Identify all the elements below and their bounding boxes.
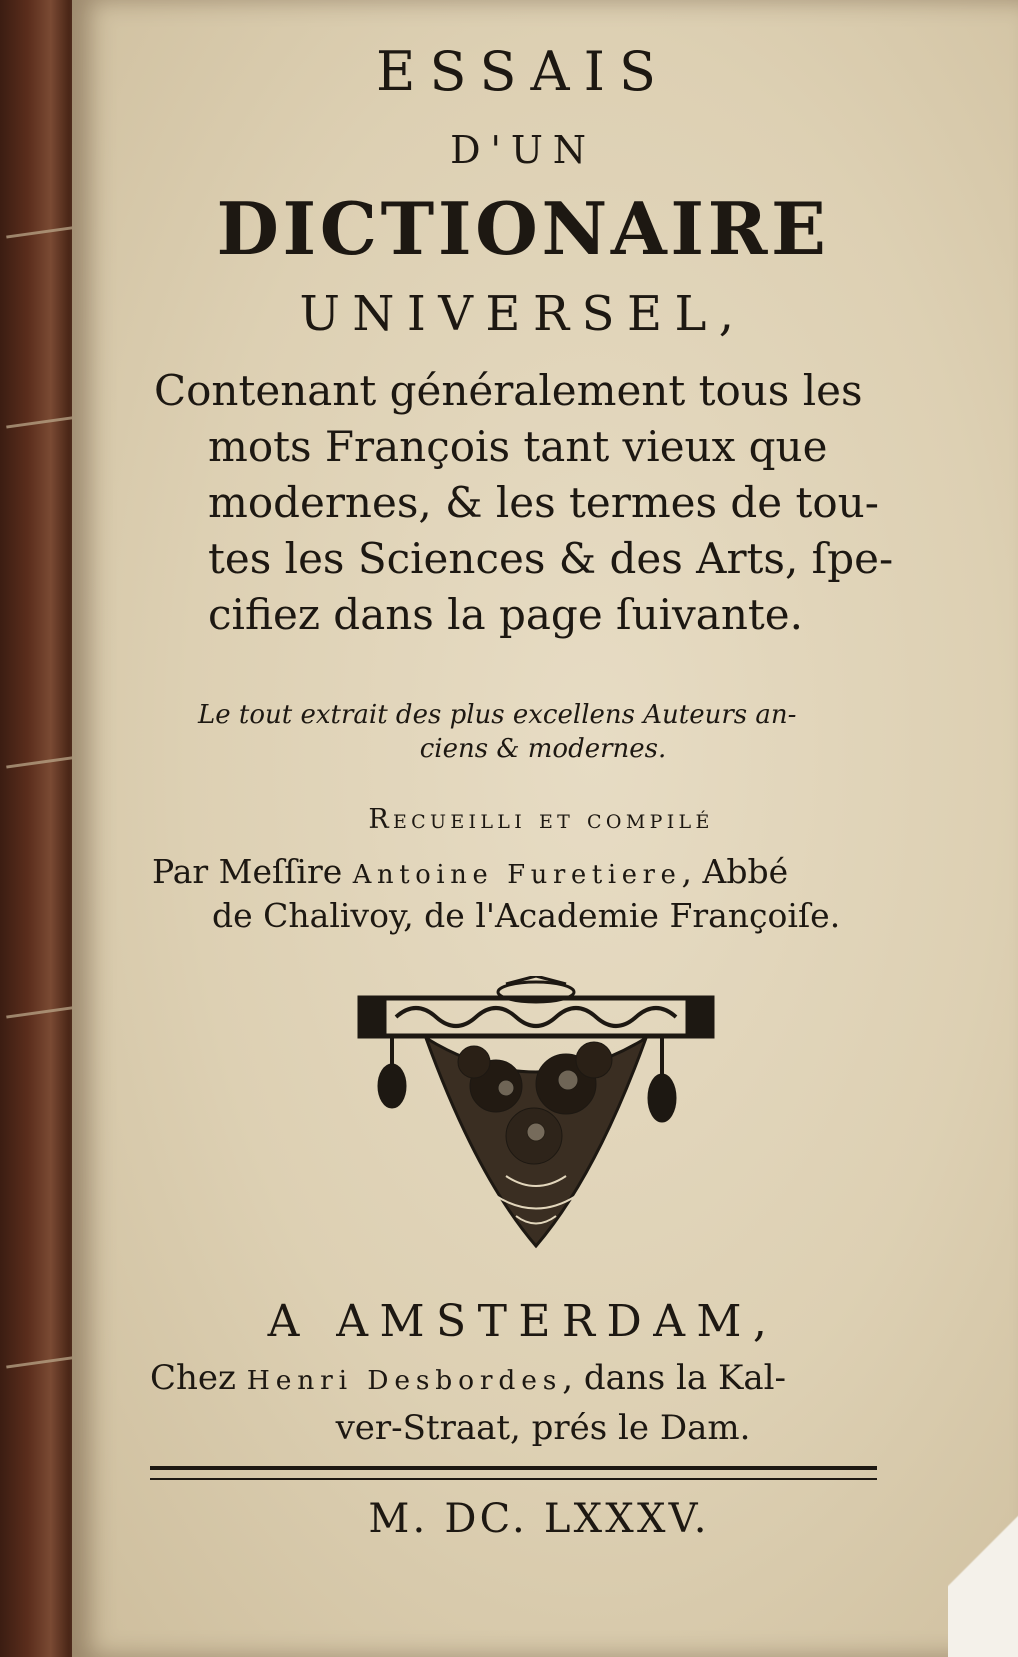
torn-page-corner — [948, 1490, 1018, 1657]
imprint-suffix: , dans la Kal- — [562, 1358, 786, 1398]
imprint-city: A AMSTERDAM, — [267, 1296, 779, 1347]
compiled-by-line: Recueilli et compilé — [368, 804, 714, 835]
body-line: cifiez dans la page ſuivante. — [208, 590, 803, 639]
title-line-universel: UNIVERSEL, — [299, 286, 747, 342]
title-line-dictionaire: DICTIONAIRE — [216, 186, 830, 271]
printer-name: Henri Desbordes — [246, 1365, 563, 1396]
body-line: mots François tant vieux que — [208, 422, 828, 471]
author-prefix: Par Meſſire — [152, 852, 353, 891]
imprint-prefix: Chez — [150, 1358, 247, 1398]
imprint-address-line: ver-Straat, prés le Dam. — [335, 1408, 751, 1448]
italic-subtitle-line: ciens & modernes. — [419, 734, 667, 764]
floral-tailpiece-ornament-icon — [356, 976, 716, 1266]
double-rule-divider — [150, 1466, 877, 1480]
title-line-dun: D'UN — [450, 128, 596, 172]
author-name: Antoine Furetiere — [352, 860, 682, 890]
title-line-essais: ESSAIS — [375, 40, 671, 103]
author-suffix: , Abbé — [681, 852, 789, 891]
body-line: modernes, & les termes de tou- — [208, 478, 879, 527]
body-line: tes les Sciences & des Arts, ſpe- — [208, 534, 894, 583]
italic-subtitle-line: Le tout extrait des plus excellens Auteurs an- — [198, 700, 797, 730]
author-affiliation-line: de Chalivoy, de l'Academie Françoiſe. — [212, 896, 841, 935]
author-line — [152, 852, 788, 891]
body-line: Contenant généralement tous les — [154, 366, 863, 415]
imprint-printer-line — [150, 1358, 786, 1398]
publication-date: M. DC. LXXXV. — [368, 1496, 710, 1542]
